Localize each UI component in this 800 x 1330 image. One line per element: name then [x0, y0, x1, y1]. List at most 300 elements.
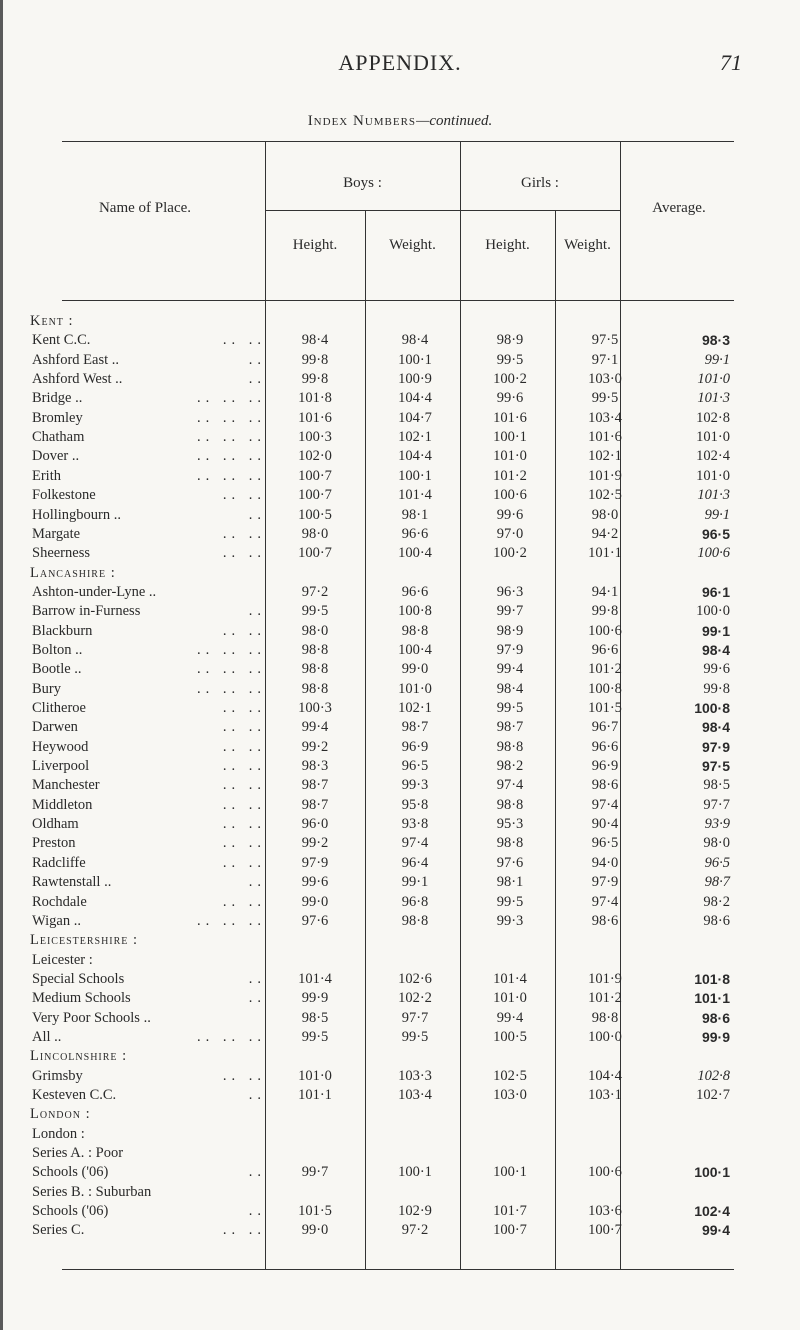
- boys-height-cell: 101·6: [298, 409, 332, 426]
- leader-dots: ..: [248, 874, 266, 891]
- boys-weight-cell: 96·4: [401, 854, 429, 871]
- leader-dots: .. ..: [222, 1067, 266, 1084]
- boys-weight-cell: 99·3: [401, 777, 429, 794]
- table-row: [0, 1029, 800, 1050]
- place-name: Heywood: [32, 738, 89, 755]
- leader-dots: .. ..: [222, 545, 266, 562]
- girls-weight-cell: 101·5: [588, 700, 622, 716]
- place-name: Rochdale: [32, 893, 87, 910]
- place-name: Dover ..: [32, 448, 80, 465]
- page-header: [0, 50, 800, 80]
- table-row: [0, 797, 800, 818]
- section-heading-row: [0, 313, 800, 334]
- leader-dots: ..: [248, 990, 266, 1007]
- boys-weight-cell: 100·1: [398, 351, 432, 368]
- boys-height-cell: 99·0: [301, 893, 329, 910]
- average-cell: 98·7: [704, 874, 730, 891]
- boys-height-cell: 98·7: [301, 777, 329, 794]
- girls-height-cell: 101·2: [493, 467, 527, 484]
- place-name: Series A. : Poor: [32, 1145, 124, 1162]
- average-cell: 102·4: [694, 1203, 730, 1220]
- place-name: Darwen: [32, 719, 78, 736]
- girls-height-cell: 103·0: [493, 1087, 527, 1103]
- boys-weight-cell: 96·5: [401, 758, 429, 775]
- leader-dots: .. .. ..: [197, 390, 266, 407]
- place-name: Chatham: [32, 429, 85, 446]
- boys-weight-cell: 104·7: [398, 409, 432, 426]
- table-title-continued: —continued.: [416, 113, 493, 129]
- girls-weight-cell: 103·4: [588, 409, 622, 426]
- table-title-text: Index Numbers: [307, 113, 417, 129]
- girls-weight-cell: 96·7: [591, 719, 619, 736]
- boys-height-cell: 98·7: [301, 796, 329, 813]
- girls-weight-cell: 100·7: [588, 1222, 622, 1239]
- average-cell: 98·6: [703, 912, 730, 929]
- boys-height-cell: 102·0: [298, 448, 332, 465]
- average-cell: 102·4: [696, 448, 730, 465]
- leader-dots: ..: [248, 970, 266, 987]
- leader-dots: .. ..: [222, 796, 266, 813]
- leader-dots: .. ..: [222, 816, 266, 833]
- place-name: Rawtenstall ..: [32, 874, 112, 891]
- table-row: [0, 1203, 800, 1224]
- boys-weight-cell: 102·9: [398, 1203, 432, 1220]
- boys-height-cell: 99·8: [301, 371, 329, 388]
- girls-weight-cell: 96·5: [591, 835, 619, 852]
- average-cell: 98·3: [701, 332, 730, 349]
- place-name: Clitheroe: [32, 700, 86, 716]
- table-row: [0, 1068, 800, 1089]
- boys-weight-cell: 98·7: [401, 719, 429, 736]
- table-row: [0, 468, 800, 489]
- girls-weight-cell: 97·1: [591, 351, 619, 368]
- boys-weight-cell: 97·4: [401, 835, 429, 852]
- header-girls-height: Height.: [485, 237, 530, 253]
- leader-dots: .. .. ..: [197, 448, 266, 465]
- boys-height-cell: 98·8: [301, 680, 329, 697]
- boys-height-cell: 99·8: [301, 351, 329, 368]
- girls-weight-cell: 102·5: [588, 487, 622, 504]
- boys-weight-cell: 97·2: [401, 1222, 429, 1239]
- boys-weight-cell: 98·1: [401, 506, 429, 523]
- boys-weight-cell: 103·4: [398, 1087, 432, 1103]
- boys-height-cell: 97·9: [301, 854, 329, 871]
- table-row: [0, 700, 800, 721]
- girls-height-cell: 98·7: [496, 719, 524, 736]
- girls-height-cell: 100·1: [493, 1164, 527, 1181]
- girls-height-cell: 99·6: [496, 390, 524, 407]
- place-name: Manchester: [32, 777, 100, 794]
- leader-dots: ..: [248, 1087, 266, 1103]
- average-cell: 97·7: [703, 796, 730, 813]
- girls-height-cell: 98·8: [496, 738, 524, 755]
- section-heading-row: [0, 565, 800, 586]
- place-name: Grimsby: [32, 1067, 83, 1084]
- boys-weight-cell: 100·1: [398, 467, 432, 484]
- place-name: Oldham: [32, 816, 79, 833]
- boys-weight-cell: 96·6: [401, 525, 429, 542]
- girls-height-cell: 98·9: [496, 622, 524, 639]
- boys-weight-cell: 96·9: [401, 738, 429, 755]
- table-row: [0, 913, 800, 934]
- girls-height-cell: 101·7: [493, 1203, 527, 1220]
- table-row: [0, 584, 800, 605]
- table-row: [0, 332, 800, 353]
- table-row: [0, 835, 800, 856]
- girls-height-cell: 101·4: [493, 970, 527, 987]
- table-row: [0, 545, 800, 566]
- girls-height-cell: 99·7: [496, 603, 524, 620]
- average-cell: 101·0: [697, 371, 730, 388]
- header-boys-height: Height.: [292, 237, 338, 253]
- leader-dots: ..: [248, 603, 266, 620]
- boys-weight-cell: 99·5: [401, 1028, 429, 1045]
- leader-dots: .. ..: [222, 758, 266, 775]
- section-heading-row: [0, 1106, 800, 1127]
- boys-weight-cell: 98·4: [401, 332, 429, 349]
- average-cell: 102·8: [697, 1067, 730, 1084]
- boys-height-cell: 100·7: [298, 467, 332, 484]
- boys-weight-cell: 95·8: [401, 796, 429, 813]
- table-row: [0, 487, 800, 508]
- header-boys: Boys :: [343, 175, 382, 191]
- boys-height-cell: 100·5: [298, 506, 332, 523]
- table-row: [0, 410, 800, 431]
- place-name: Sheerness: [32, 545, 90, 562]
- girls-height-cell: 98·2: [496, 758, 524, 775]
- boys-weight-cell: 98·8: [401, 912, 429, 929]
- table-row: [0, 816, 800, 837]
- header-bottom-rule: [62, 300, 734, 301]
- average-cell: 98·4: [701, 719, 730, 736]
- place-name: Barrow in-Furness: [32, 603, 141, 620]
- table-row: [0, 1222, 800, 1243]
- leader-dots: .. .. ..: [197, 912, 266, 929]
- boys-height-cell: 99·2: [301, 738, 329, 755]
- boys-height-cell: 98·0: [301, 622, 329, 639]
- girls-height-cell: 98·4: [496, 680, 524, 697]
- boys-weight-cell: 100·4: [398, 641, 432, 658]
- place-name: Wigan ..: [32, 912, 81, 929]
- boys-weight-cell: 102·1: [398, 700, 432, 716]
- girls-height-cell: 102·5: [493, 1067, 527, 1084]
- girls-weight-cell: 96·6: [591, 641, 619, 658]
- average-cell: 98·4: [701, 641, 730, 658]
- leader-dots: .. .. ..: [197, 409, 266, 426]
- boys-height-cell: 99·7: [301, 1164, 329, 1181]
- leader-dots: .. .. ..: [197, 661, 266, 678]
- girls-weight-cell: 104·4: [588, 1067, 622, 1084]
- boys-weight-cell: 102·2: [398, 990, 432, 1007]
- table-row: [0, 352, 800, 373]
- average-cell: 101·3: [697, 487, 730, 504]
- boys-weight-cell: 97·7: [401, 1009, 429, 1026]
- place-name: Leicestershire :: [30, 932, 139, 949]
- average-cell: 101·8: [694, 970, 730, 987]
- girls-height-cell: 98·8: [496, 835, 524, 852]
- boys-height-cell: 101·4: [298, 970, 332, 987]
- subheading-row: [0, 1126, 800, 1147]
- place-name: Lincolnshire :: [30, 1048, 128, 1065]
- place-name: Kesteven C.C.: [32, 1087, 117, 1103]
- average-cell: 98·0: [703, 835, 730, 852]
- place-name: Series C.: [32, 1222, 85, 1239]
- girls-height-cell: 100·6: [493, 487, 527, 504]
- average-cell: 99·1: [701, 622, 730, 639]
- girls-height-cell: 100·2: [493, 545, 527, 562]
- boys-height-cell: 101·1: [298, 1087, 332, 1103]
- table-row: [0, 526, 800, 547]
- average-cell: 93·9: [704, 816, 730, 833]
- girls-weight-cell: 103·1: [588, 1087, 622, 1103]
- leader-dots: ..: [248, 1203, 266, 1220]
- girls-weight-cell: 96·9: [591, 758, 619, 775]
- leader-dots: ..: [248, 351, 266, 368]
- girls-weight-cell: 100·6: [588, 622, 622, 639]
- leader-dots: .. .. ..: [197, 641, 266, 658]
- boys-height-cell: 99·2: [301, 835, 329, 852]
- boys-height-cell: 99·9: [301, 990, 329, 1007]
- girls-weight-cell: 100·6: [588, 1164, 622, 1181]
- girls-height-cell: 99·5: [496, 351, 524, 368]
- place-name: Bromley: [32, 409, 83, 426]
- place-name: Leicester :: [32, 951, 93, 968]
- boys-height-cell: 101·8: [298, 390, 332, 407]
- boys-weight-cell: 99·1: [401, 874, 429, 891]
- place-name: Ashford East ..: [32, 351, 119, 368]
- average-cell: 101·3: [697, 390, 730, 407]
- header-average: Average.: [652, 200, 706, 216]
- table-row: [0, 855, 800, 876]
- girls-height-cell: 100·5: [493, 1028, 527, 1045]
- average-cell: 101·1: [694, 990, 730, 1007]
- subheader-rule: [265, 210, 620, 211]
- girls-weight-cell: 98·6: [591, 777, 619, 794]
- header-girls-weight: Weight.: [564, 237, 611, 253]
- table-row: [0, 390, 800, 411]
- table-row: [0, 1087, 800, 1108]
- boys-height-cell: 99·0: [301, 1222, 329, 1239]
- place-name: Folkestone: [32, 487, 96, 504]
- girls-weight-cell: 94·2: [591, 525, 619, 542]
- boys-height-cell: 98·0: [301, 525, 329, 542]
- running-head: APPENDIX.: [338, 50, 462, 75]
- table-row: [0, 429, 800, 450]
- girls-weight-cell: 102·1: [588, 448, 622, 465]
- boys-height-cell: 100·7: [298, 545, 332, 562]
- boys-height-cell: 99·6: [301, 874, 329, 891]
- girls-height-cell: 98·8: [496, 796, 524, 813]
- table-row: [0, 719, 800, 740]
- boys-height-cell: 98·8: [301, 661, 329, 678]
- leader-dots: ..: [248, 1164, 266, 1181]
- place-name: Middleton: [32, 796, 93, 813]
- table-row: [0, 739, 800, 760]
- table-row: [0, 448, 800, 469]
- girls-weight-cell: 101·2: [588, 661, 622, 678]
- subheading-row: [0, 1145, 800, 1166]
- leader-dots: .. ..: [222, 700, 266, 716]
- leader-dots: .. .. ..: [197, 467, 266, 484]
- average-cell: 96·1: [701, 583, 730, 600]
- boys-height-cell: 97·2: [301, 583, 329, 600]
- boys-height-cell: 99·5: [301, 603, 329, 620]
- girls-weight-cell: 90·4: [591, 816, 619, 833]
- leader-dots: .. ..: [222, 719, 266, 736]
- leader-dots: ..: [248, 506, 266, 523]
- boys-weight-cell: 96·8: [401, 893, 429, 910]
- girls-height-cell: 97·9: [496, 641, 524, 658]
- boys-height-cell: 101·0: [298, 1067, 332, 1084]
- table-bottom-rule: [62, 1269, 734, 1270]
- average-cell: 99·6: [703, 661, 730, 678]
- header-name-of-place: Name of Place.: [98, 200, 192, 216]
- table-row: [0, 603, 800, 624]
- place-name: Preston: [32, 835, 76, 852]
- girls-height-cell: 100·1: [493, 429, 527, 446]
- boys-weight-cell: 102·6: [398, 970, 432, 987]
- girls-weight-cell: 101·9: [588, 467, 622, 484]
- boys-height-cell: 100·3: [298, 700, 332, 716]
- girls-height-cell: 99·6: [496, 506, 524, 523]
- average-cell: 100·6: [697, 545, 730, 562]
- place-name: Kent :: [30, 313, 74, 329]
- average-cell: 99·4: [701, 1222, 730, 1239]
- place-name: Schools ('06): [32, 1164, 109, 1181]
- place-name: Series B. : Suburban: [32, 1183, 152, 1200]
- average-cell: 98·2: [703, 893, 730, 910]
- boys-height-cell: 98·3: [301, 758, 329, 775]
- boys-height-cell: 97·6: [301, 912, 329, 929]
- average-cell: 99·1: [704, 506, 730, 523]
- girls-height-cell: 95·3: [496, 816, 524, 833]
- table-row: [0, 681, 800, 702]
- average-cell: 100·8: [694, 700, 730, 716]
- leader-dots: .. .. ..: [197, 429, 266, 446]
- table-title: [0, 113, 800, 130]
- boys-height-cell: 98·4: [301, 332, 329, 349]
- girls-weight-cell: 99·5: [591, 390, 619, 407]
- place-name: Liverpool: [32, 758, 90, 775]
- table-row: [0, 894, 800, 915]
- girls-height-cell: 99·3: [496, 912, 524, 929]
- table-row: [0, 758, 800, 779]
- boys-weight-cell: 98·8: [401, 622, 429, 639]
- place-name: Radcliffe: [32, 854, 86, 871]
- average-cell: 97·5: [701, 758, 730, 775]
- average-cell: 98·5: [703, 777, 730, 794]
- boys-height-cell: 100·7: [298, 487, 332, 504]
- boys-weight-cell: 102·1: [398, 429, 432, 446]
- table-row: [0, 661, 800, 682]
- boys-height-cell: 98·5: [301, 1009, 329, 1026]
- average-cell: 96·5: [704, 854, 730, 871]
- girls-weight-cell: 101·9: [588, 970, 622, 987]
- girls-height-cell: 100·2: [493, 371, 527, 388]
- leader-dots: .. ..: [222, 622, 266, 639]
- girls-weight-cell: 96·6: [591, 738, 619, 755]
- boys-weight-cell: 100·8: [398, 603, 432, 620]
- place-name: London :: [32, 1125, 85, 1142]
- place-name: Erith: [32, 467, 61, 484]
- girls-weight-cell: 98·0: [591, 506, 619, 523]
- boys-weight-cell: 104·4: [398, 390, 432, 407]
- boys-weight-cell: 103·3: [398, 1067, 432, 1084]
- place-name: Schools ('06): [32, 1203, 109, 1220]
- place-name: Special Schools: [32, 970, 125, 987]
- girls-height-cell: 97·6: [496, 854, 524, 871]
- average-cell: 99·9: [701, 1028, 730, 1045]
- boys-height-cell: 100·3: [298, 429, 332, 446]
- girls-weight-cell: 103·0: [588, 371, 622, 388]
- subheading-row: [0, 952, 800, 973]
- table-row: [0, 777, 800, 798]
- boys-weight-cell: 104·4: [398, 448, 432, 465]
- boys-weight-cell: 101·0: [398, 680, 432, 697]
- boys-height-cell: 98·8: [301, 641, 329, 658]
- average-cell: 100·0: [696, 603, 730, 620]
- average-cell: 97·9: [701, 738, 730, 755]
- leader-dots: .. ..: [222, 525, 266, 542]
- table-row: [0, 507, 800, 528]
- leader-dots: .. ..: [222, 332, 266, 349]
- place-name: Medium Schools: [32, 990, 131, 1007]
- table-row: [0, 1164, 800, 1185]
- girls-height-cell: 98·1: [496, 874, 524, 891]
- header-girls: Girls :: [521, 175, 559, 191]
- boys-height-cell: 96·0: [301, 816, 329, 833]
- leader-dots: .. .. ..: [197, 1028, 266, 1045]
- girls-weight-cell: 98·8: [591, 1009, 619, 1026]
- boys-weight-cell: 101·4: [398, 487, 432, 504]
- average-cell: 102·8: [696, 409, 730, 426]
- place-name: All ..: [32, 1028, 62, 1045]
- average-cell: 101·0: [696, 429, 730, 446]
- girls-height-cell: 99·5: [496, 700, 524, 716]
- table-row: [0, 623, 800, 644]
- leader-dots: .. ..: [222, 854, 266, 871]
- place-name: Bury: [32, 680, 61, 697]
- girls-weight-cell: 97·4: [591, 796, 619, 813]
- girls-weight-cell: 94·0: [591, 854, 619, 871]
- place-name: Hollingbourn ..: [32, 506, 122, 523]
- table-row: [0, 642, 800, 663]
- place-name: Bridge ..: [32, 390, 83, 407]
- girls-height-cell: 97·0: [496, 525, 524, 542]
- leader-dots: .. ..: [222, 1222, 266, 1239]
- leader-dots: .. ..: [222, 893, 266, 910]
- girls-height-cell: 99·4: [496, 1009, 524, 1026]
- girls-height-cell: 100·7: [493, 1222, 527, 1239]
- boys-weight-cell: 99·0: [401, 661, 429, 678]
- girls-weight-cell: 97·9: [591, 874, 619, 891]
- girls-weight-cell: 101·2: [588, 990, 622, 1007]
- average-cell: 98·6: [701, 1009, 730, 1026]
- section-heading-row: [0, 1048, 800, 1069]
- leader-dots: .. ..: [222, 487, 266, 504]
- subheading-row: [0, 1184, 800, 1205]
- boys-weight-cell: 100·9: [398, 371, 432, 388]
- average-cell: 101·0: [696, 467, 730, 484]
- table-row: [0, 1010, 800, 1031]
- table-row: [0, 990, 800, 1011]
- leader-dots: .. ..: [222, 738, 266, 755]
- girls-weight-cell: 99·8: [591, 603, 619, 620]
- table-row: [0, 371, 800, 392]
- place-name: Lancashire :: [30, 564, 116, 581]
- boys-height-cell: 99·4: [301, 719, 329, 736]
- average-cell: 96·5: [701, 525, 730, 542]
